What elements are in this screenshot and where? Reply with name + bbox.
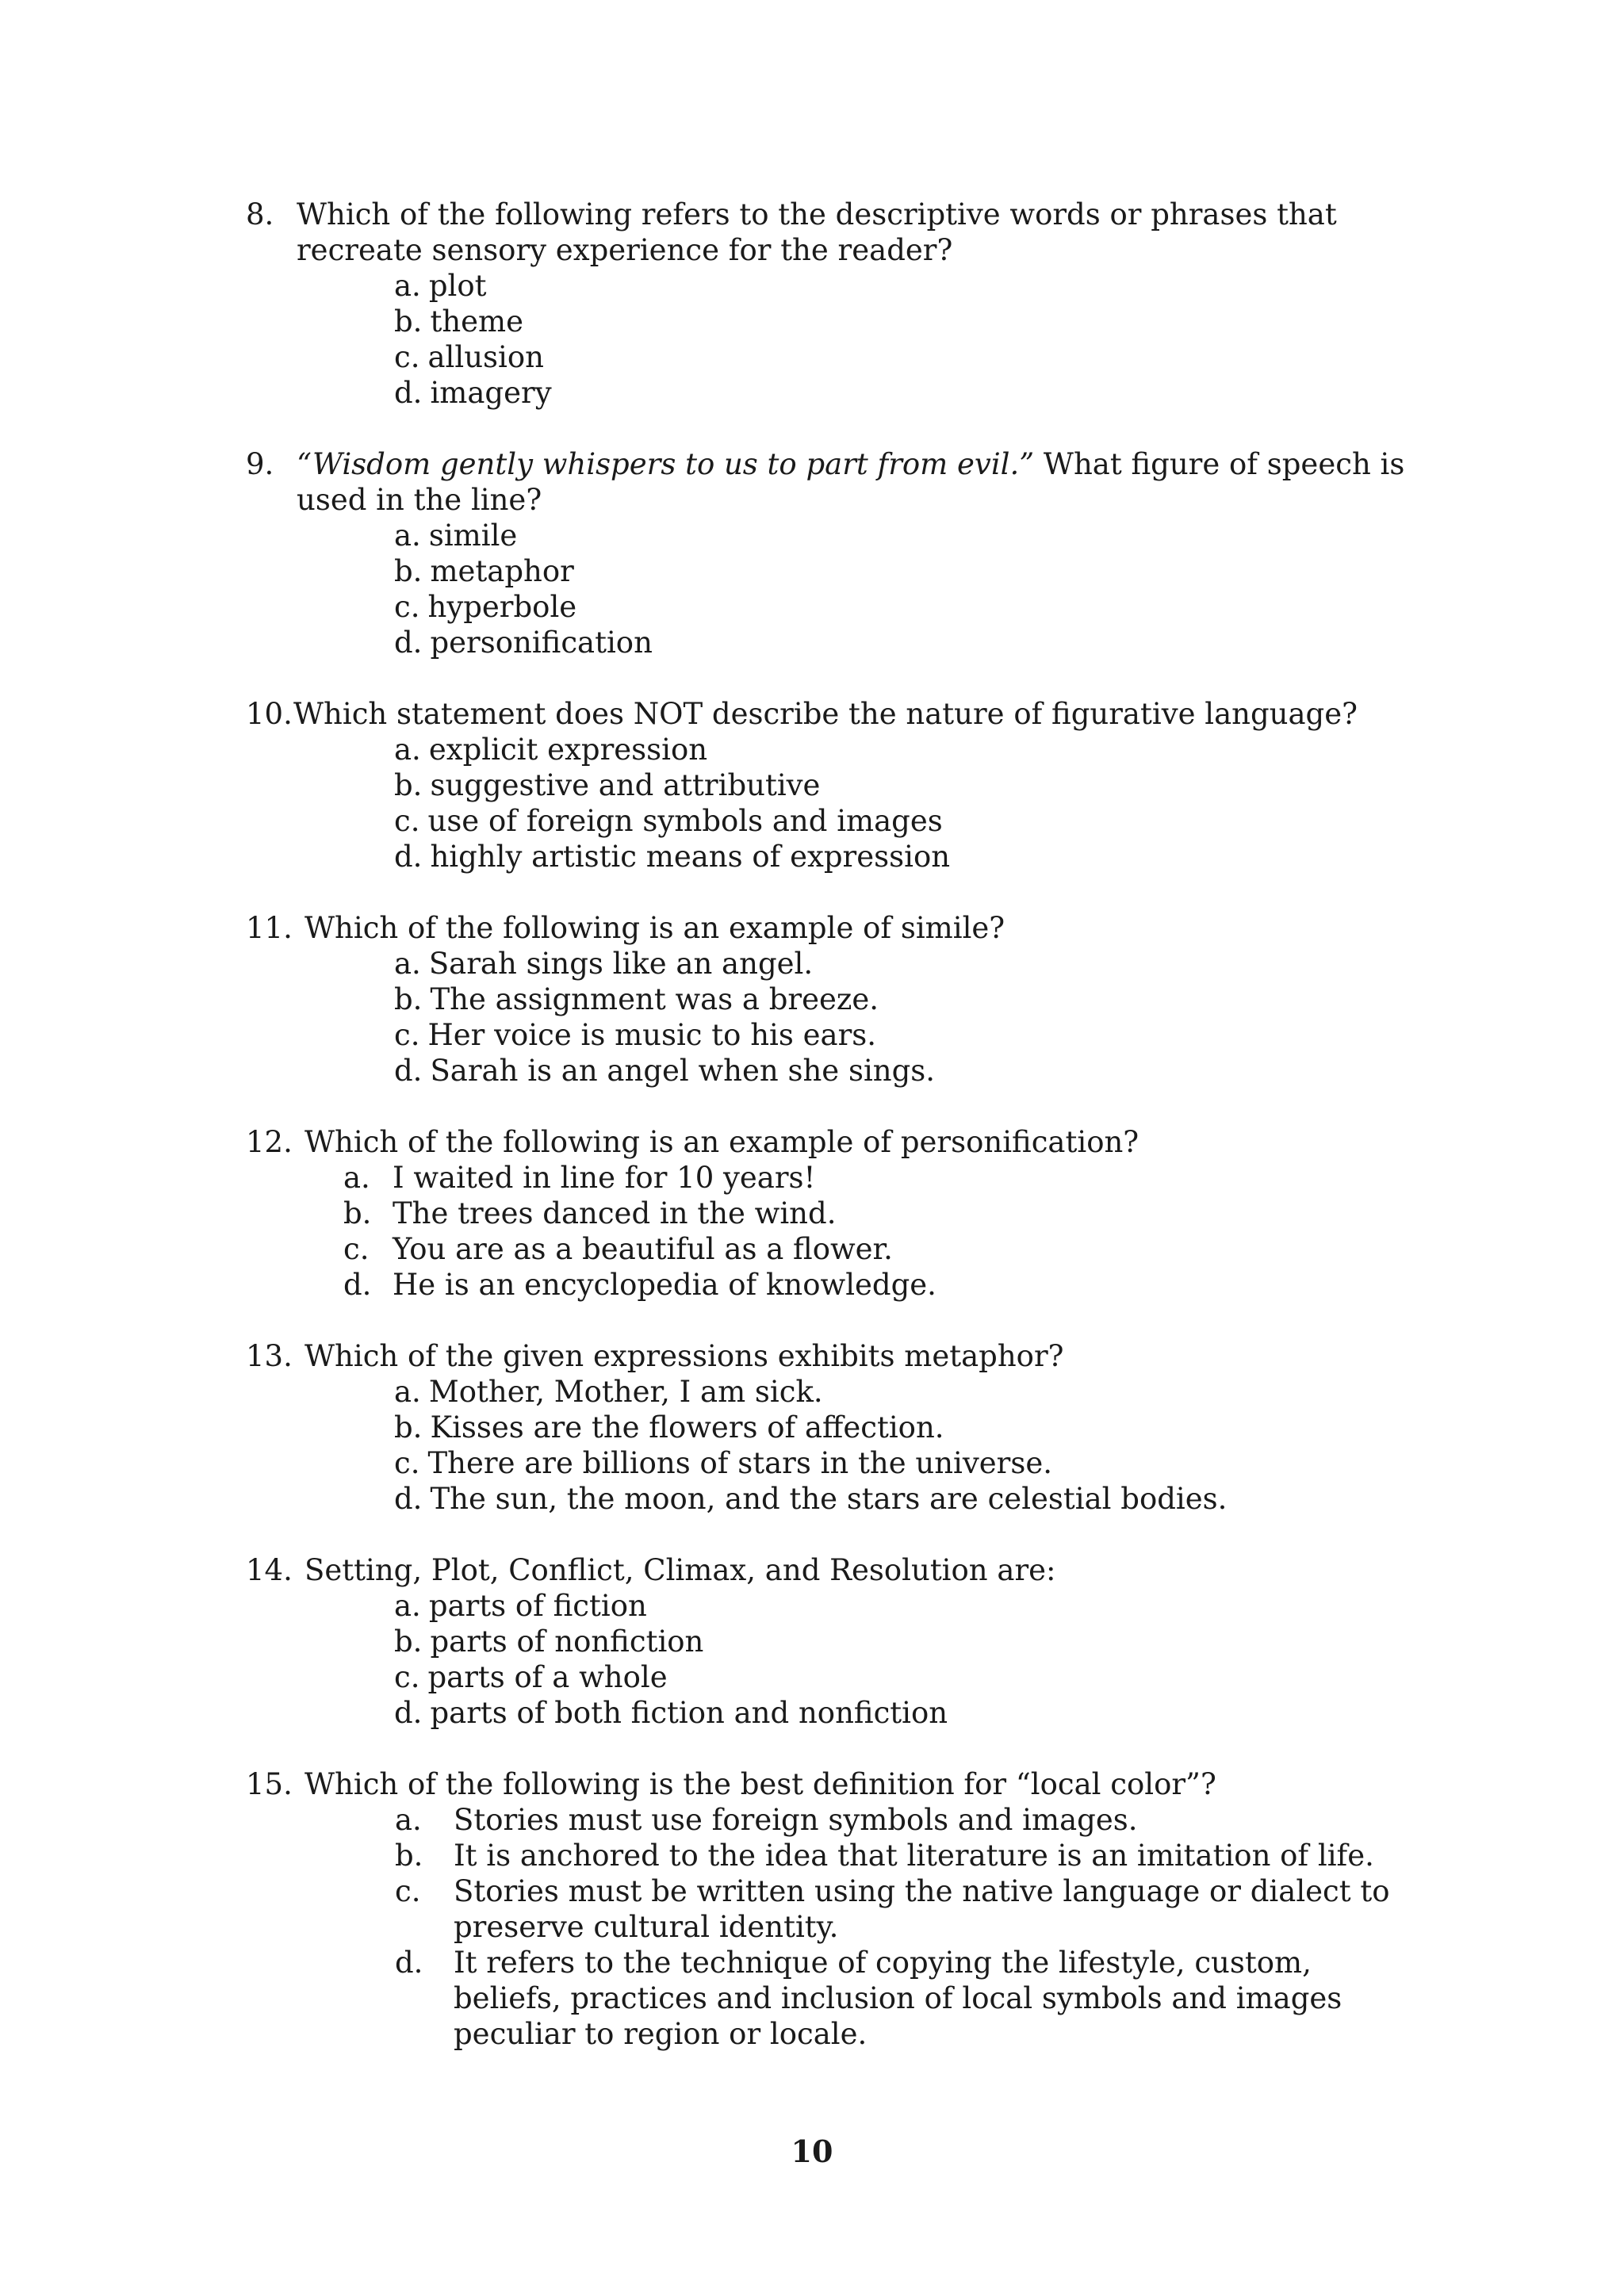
answer-option xyxy=(394,1053,1419,1089)
answer-option xyxy=(394,1017,1419,1053)
option-letter: b. xyxy=(394,768,423,802)
question-12 xyxy=(246,1124,1419,1303)
answer-option xyxy=(394,767,1419,803)
option-letter: a. xyxy=(394,269,421,303)
option-text: Mother, Mother, I am sick. xyxy=(428,1375,823,1409)
option-letter: b. xyxy=(394,554,423,588)
option-text: It refers to the technique of copying the lifestyle, custom, beliefs, practices and inclusion of local symbols and images peculiar to region or locale. xyxy=(454,1946,1342,2051)
answer-option xyxy=(343,1231,1419,1267)
answer-option xyxy=(394,982,1419,1017)
answer-option xyxy=(394,625,1419,660)
answer-option xyxy=(394,732,1419,767)
option-text: parts of both fiction and nonfiction xyxy=(430,1696,948,1730)
option-letter: d. xyxy=(394,1054,423,1088)
answer-options xyxy=(246,1588,1419,1731)
option-text: Sarah is an angel when she sings. xyxy=(430,1054,936,1088)
option-letter: a. xyxy=(395,1803,422,1837)
answer-option xyxy=(394,304,1419,339)
option-text: There are billions of stars in the universe. xyxy=(427,1446,1052,1480)
answer-option xyxy=(394,553,1419,589)
option-text: personification xyxy=(430,626,653,660)
page-number: 10 xyxy=(791,2133,833,2169)
option-text: I waited in line for 10 years! xyxy=(393,1161,816,1195)
option-text: parts of nonfiction xyxy=(430,1624,704,1659)
question-number: 9. xyxy=(246,447,274,481)
option-letter: a. xyxy=(394,1589,421,1623)
option-letter: d. xyxy=(394,376,423,410)
option-text: The sun, the moon, and the stars are celestial bodies. xyxy=(430,1482,1228,1516)
option-letter: d. xyxy=(394,1696,423,1730)
answer-option xyxy=(343,1267,1419,1303)
answer-option xyxy=(394,375,1419,411)
option-letter: c. xyxy=(395,1874,421,1908)
option-letter: b. xyxy=(394,1624,423,1659)
option-letter: c. xyxy=(394,804,420,838)
answer-option xyxy=(343,1160,1419,1196)
question-14 xyxy=(246,1552,1419,1731)
option-letter: b. xyxy=(343,1196,372,1230)
option-letter: d. xyxy=(394,626,423,660)
option-letter: a. xyxy=(394,519,421,553)
answer-option xyxy=(394,803,1419,839)
question-number: 11. xyxy=(246,911,293,945)
option-text: Sarah sings like an angel. xyxy=(428,947,814,981)
answer-options xyxy=(246,1160,1419,1303)
question-text: Which statement does NOT describe the nature of figurative language? xyxy=(293,697,1358,731)
option-letter: b. xyxy=(395,1839,423,1873)
option-text: suggestive and attributive xyxy=(430,768,821,802)
answer-option xyxy=(394,1659,1419,1695)
question-text: Which of the given expressions exhibits metaphor? xyxy=(304,1339,1064,1373)
option-text: highly artistic means of expression xyxy=(430,840,951,874)
answer-option xyxy=(394,1624,1419,1659)
answer-options xyxy=(246,518,1419,660)
option-text: parts of a whole xyxy=(427,1660,668,1694)
option-letter: c. xyxy=(394,340,420,374)
option-letter: b. xyxy=(394,1410,423,1445)
option-text: Her voice is music to his ears. xyxy=(427,1018,876,1052)
option-text: It is anchored to the idea that literature is an imitation of life. xyxy=(454,1839,1374,1873)
answer-option xyxy=(394,268,1419,304)
question-text: Setting, Plot, Conflict, Climax, and Resolution are: xyxy=(304,1553,1056,1587)
question-text xyxy=(297,446,1419,518)
option-text: The assignment was a breeze. xyxy=(430,982,879,1016)
question-number: 14. xyxy=(246,1553,293,1587)
option-letter: c. xyxy=(394,1018,420,1052)
option-text: He is an encyclopedia of knowledge. xyxy=(393,1268,936,1302)
answer-option xyxy=(343,1196,1419,1231)
option-letter: d. xyxy=(394,840,423,874)
option-text: metaphor xyxy=(430,554,574,588)
answer-options xyxy=(246,1802,1419,2052)
question-13 xyxy=(246,1338,1419,1517)
option-letter: c. xyxy=(394,1446,420,1480)
answer-option xyxy=(394,1588,1419,1624)
option-letter: a. xyxy=(394,733,421,767)
option-text: use of foreign symbols and images xyxy=(427,804,943,838)
answer-options xyxy=(246,268,1419,411)
question-number: 15. xyxy=(246,1767,293,1801)
option-letter: d. xyxy=(395,1946,423,1980)
answer-option xyxy=(394,339,1419,375)
option-text: explicit expression xyxy=(428,733,708,767)
question-text: Which of the following refers to the descriptive words or phrases that recreate sensory experience for the reader? xyxy=(297,197,1337,267)
option-text: plot xyxy=(428,269,487,303)
answer-options xyxy=(246,732,1419,874)
question-number: 13. xyxy=(246,1339,293,1373)
answer-option xyxy=(394,589,1419,625)
answer-option xyxy=(394,1374,1419,1410)
question-number: 12. xyxy=(246,1125,293,1159)
question-text: Which of the following is the best definition for “local color”? xyxy=(304,1767,1216,1801)
option-letter: a. xyxy=(343,1161,370,1195)
answer-option xyxy=(395,1945,1419,2052)
option-text: theme xyxy=(430,304,524,339)
answer-option xyxy=(394,946,1419,982)
question-text: Which of the following is an example of personification? xyxy=(304,1125,1139,1159)
question-15 xyxy=(246,1766,1419,2052)
answer-option xyxy=(394,518,1419,553)
answer-option xyxy=(394,839,1419,874)
option-letter: a. xyxy=(394,947,421,981)
question-9 xyxy=(246,446,1419,660)
option-letter: c. xyxy=(394,1660,420,1694)
answer-option xyxy=(394,1481,1419,1517)
question-list xyxy=(246,197,1419,2087)
option-letter: a. xyxy=(394,1375,421,1409)
option-letter: c. xyxy=(394,590,420,624)
answer-option xyxy=(395,1838,1419,1873)
option-text: Kisses are the flowers of affection. xyxy=(430,1410,944,1445)
answer-options xyxy=(246,946,1419,1089)
question-quote: “Wisdom gently whispers to us to part from evil.” xyxy=(297,447,1035,481)
question-8 xyxy=(246,197,1419,411)
question-10 xyxy=(246,696,1419,874)
question-body: What figure of speech is used in the line? xyxy=(297,447,1405,517)
answer-option xyxy=(394,1445,1419,1481)
option-letter: c. xyxy=(343,1232,370,1266)
option-text: Stories must use foreign symbols and images. xyxy=(454,1803,1138,1837)
question-text: Which of the following is an example of simile? xyxy=(304,911,1005,945)
question-number: 8. xyxy=(246,197,274,232)
answer-option xyxy=(394,1410,1419,1445)
option-text: The trees danced in the wind. xyxy=(393,1196,837,1230)
option-text: parts of fiction xyxy=(428,1589,647,1623)
question-number: 10. xyxy=(246,697,293,731)
question-11 xyxy=(246,910,1419,1089)
option-letter: b. xyxy=(394,304,423,339)
option-text: You are as a beautiful as a flower. xyxy=(393,1232,893,1266)
option-letter: d. xyxy=(394,1482,423,1516)
option-text: imagery xyxy=(430,376,552,410)
answer-option xyxy=(395,1802,1419,1838)
option-letter: b. xyxy=(394,982,423,1016)
answer-option xyxy=(394,1695,1419,1731)
option-text: allusion xyxy=(427,340,544,374)
option-text: hyperbole xyxy=(427,590,577,624)
option-text: simile xyxy=(428,519,518,553)
answer-options xyxy=(246,1374,1419,1517)
answer-option xyxy=(395,1873,1419,1945)
option-text: Stories must be written using the native language or dialect to preserve cultural identity. xyxy=(454,1874,1390,1944)
option-letter: d. xyxy=(343,1268,372,1302)
